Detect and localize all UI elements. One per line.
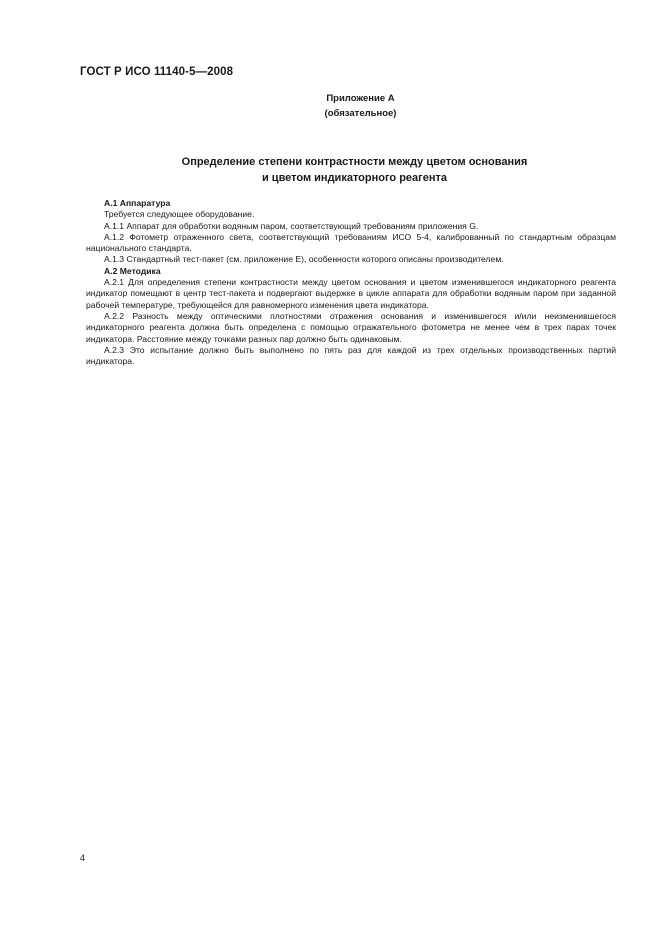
paragraph-a1-intro: Требуется следующее оборудование. bbox=[104, 209, 255, 220]
section-heading-a2: А.2 Методика bbox=[104, 265, 161, 276]
annex-title: Приложение А bbox=[326, 93, 395, 104]
section-heading-a1: А.1 Аппаратура bbox=[104, 198, 171, 208]
paragraph-a2-1: А.2.1 Для определения степени контрастности между цветом основания и цветом изменившегося индикаторного реагента индикатор помещают в центр тест-пакета и подвергают выдержке в цикле аппарата для обработки водяным паром при заданной рабочей температуре, требующейся для равномерного изменения цвета индикатора. bbox=[86, 277, 616, 310]
page-number: 4 bbox=[80, 853, 86, 863]
paragraph-a1-2: А.1.2 Фотометр отраженного света, соответствующий требованиям ИСО 5-4, калиброванный по стандартным образцам национального стандарта. bbox=[86, 231, 616, 254]
annex-type: (обязательное) bbox=[324, 108, 397, 119]
annex-heading-line-1: Определение степени контрастности между цветом основания bbox=[181, 156, 528, 168]
document-body bbox=[86, 198, 616, 367]
paragraph-a2-2: А.2.2 Разность между оптическими плотностями отражения основания и изменившегося и/или неизменившегося индикаторного реагента должна быть определена с помощью отражательного фотометра не менее чем в трех парах точек индикатора. Расстояние между точками разных пар должно быть одинаковым. bbox=[86, 310, 616, 344]
paragraph-a1-1: А.1.1 Аппарат для обработки водяным паром, соответствующий требованиям приложения G. bbox=[104, 220, 479, 231]
standard-number-header: ГОСТ Р ИСО 11140-5—2008 bbox=[80, 66, 234, 78]
paragraph-a2-3: А.2.3 Это испытание должно быть выполнено по пять раз для каждой из трех отдельных производственных партий индикатора. bbox=[86, 344, 616, 367]
annex-heading-line-2: и цветом индикаторного реагента bbox=[261, 172, 447, 184]
paragraph-a1-3: А.1.3 Стандартный тест-пакет (см. приложение Е), особенности которого описаны производителем. bbox=[104, 254, 504, 265]
